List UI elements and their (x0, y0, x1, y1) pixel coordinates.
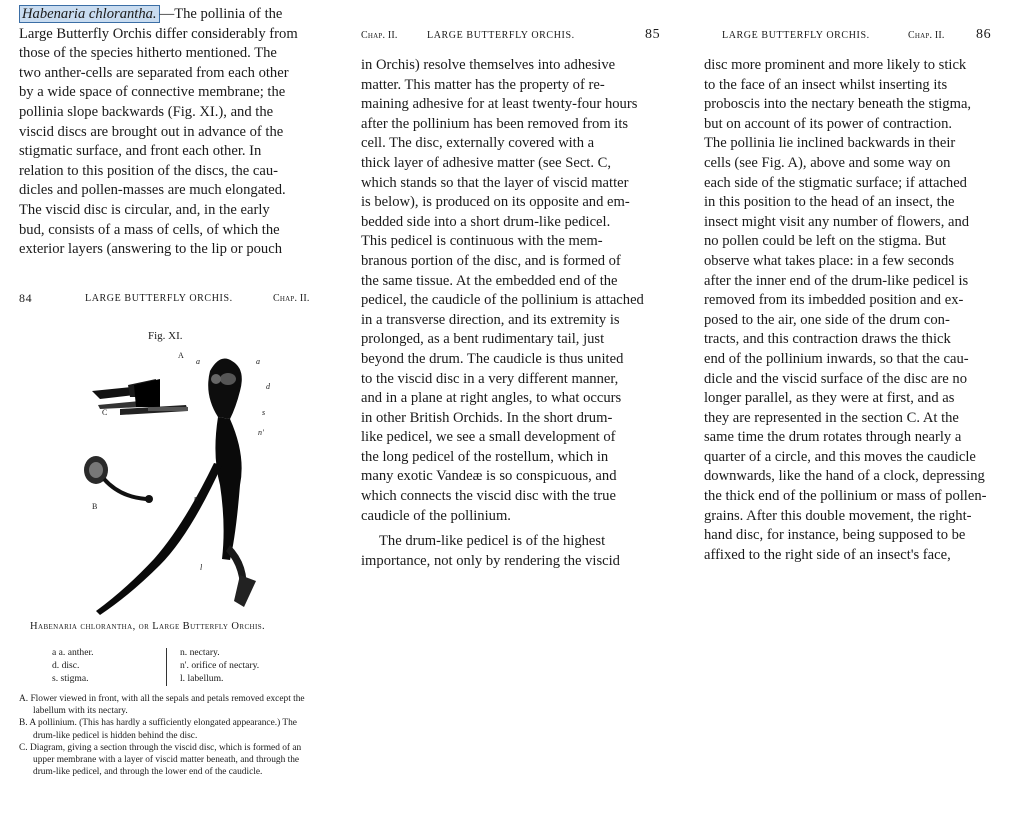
paragraph-line: after the inner end of the drum-like pedicel is (704, 272, 969, 289)
label-s: s (262, 408, 266, 417)
paragraph-line: is below), is produced on its opposite and em- (361, 194, 630, 211)
paragraph-line: disc more prominent and more likely to stick (704, 57, 967, 73)
legend-right (180, 647, 259, 685)
running-title: LARGE BUTTERFLY ORCHIS. (722, 30, 870, 41)
paragraph-line: end of the pollinium inwards, so that the cau- (704, 350, 969, 367)
paragraph-line: in this position to the head of an insect, the (704, 194, 955, 211)
paragraph-line: hand disc, for instance, being supposed to be (704, 527, 966, 544)
page86-body (704, 56, 1002, 565)
paragraph-line: proboscis into the nectary beneath the stigma, (704, 96, 972, 113)
note-b: B. A pollinium. (This has hardly a sufficiently elongated appearance.) The drum-like pedicel is hidden behind the disc. (19, 718, 297, 741)
legend-item: a a. anther. (52, 647, 94, 658)
paragraph-line: removed from its imbedded position and ex- (704, 292, 964, 309)
paragraph-line: quarter of a circle, and this moves the caudicle (704, 448, 976, 465)
paragraph-line: same time the drum rotates through nearly a (704, 429, 962, 446)
note-c: C. Diagram, giving a section through the viscid disc, which is formed of an upper membrane with a layer of viscid matter beneath, and through the drum-like pedicel, and through the lower end of the caudicle. (19, 742, 302, 778)
label-d: d (266, 382, 270, 391)
paragraph-line: tracts, and this contraction draws the thick (704, 331, 951, 348)
paragraph-line: Large Butterfly Orchis differ considerably from (19, 25, 298, 42)
paragraph-line: longer parallel, as they were at first, and as (704, 390, 955, 407)
page86-running-head (704, 27, 1002, 46)
label-A: A (178, 351, 184, 360)
legend-item: n. nectary. (180, 647, 220, 658)
paragraph-line: cell. The disc, externally covered with a (361, 135, 595, 152)
paragraph-line: which stands so that the layer of viscid matter (361, 174, 629, 191)
paragraph-line: importance, not only by rendering the viscid (361, 552, 620, 569)
page85-running-head (361, 27, 661, 46)
paragraph-line: stigmatic surface, and front each other. In (19, 143, 262, 160)
label-C: C (102, 408, 108, 417)
paragraph-line: dicle and the viscid surface of the disc are no (704, 370, 967, 387)
paragraph-line: bud, consists of a mass of cells, of which the (19, 221, 280, 238)
paragraph-line: to the face of an insect whilst inserting its (704, 76, 948, 93)
label-B: B (92, 502, 98, 511)
paragraph-line: grains. After this double movement, the right- (704, 507, 972, 524)
label-n-prime: n' (258, 428, 264, 437)
page85-body (361, 56, 659, 571)
paragraph-line: in a transverse direction, and its extremity is (361, 311, 620, 328)
paragraph-line: thick layer of adhesive matter (see Sect. C, (361, 154, 612, 171)
paragraph-line: which connects the viscid disc with the true (361, 488, 616, 505)
chapter-label: Chap. II. (908, 30, 945, 41)
legend-item: d. disc. (52, 659, 80, 671)
label-n: n (194, 494, 198, 503)
label-l: l (200, 563, 203, 572)
paragraph-line: The viscid disc is circular, and, in the early (19, 201, 270, 218)
paragraph-line: posed to the air, one side of the drum con- (704, 311, 950, 328)
flower-a (96, 359, 256, 615)
label-a2: a (256, 357, 260, 366)
paragraph-line: like pedicel, we see a small development of (361, 429, 616, 446)
paragraph-line: prolonged, as a bent rudimentary tail, just (361, 331, 605, 348)
paragraph-line: the long pedicel of the rostellum, which in (361, 448, 609, 465)
paragraph-line: pedicel, the caudicle of the pollinium is attached (361, 292, 644, 309)
paragraph-line: The pollinia lie inclined backwards in their (704, 135, 956, 152)
paragraph-line: affixed to the right side of an insect's face, (704, 546, 951, 563)
paragraph-line: and in a plane at right angles, to what occurs (361, 390, 622, 407)
paragraph-line: exterior layers (answering to the lip or pouch (19, 241, 283, 258)
paragraph-line: after the pollinium has been removed from its (361, 115, 629, 132)
paragraph-line: no pollen could be left on the stigma. But (704, 233, 946, 250)
paragraph-line: in other British Orchids. In the short drum- (361, 409, 613, 426)
paragraph-line: The drum-like pedicel is of the highest (379, 533, 606, 550)
note-a: A. Flower viewed in front, with all the sepals and petals removed except the labellum with its nectary. (19, 694, 305, 717)
paragraph-line: by a wide space of connective membrane; the (19, 84, 286, 101)
paragraph-line: the thick end of the pollinium or mass of pollen- (704, 488, 987, 505)
paragraph-line: dicles and pollen-masses are much elongated. (19, 182, 286, 199)
chapter-label: Chap. II. (361, 30, 398, 41)
highlighted-term[interactable]: Habenaria chlorantha. (19, 5, 160, 23)
legend-item: n'. orifice of nectary. (180, 659, 260, 671)
left-top-paragraph (19, 5, 319, 260)
chapter-label: Chap. II. (273, 293, 310, 304)
paragraph-line: they are represented in the section C. At the (704, 409, 959, 426)
paragraph-line: observe what takes place: in a few seconds (704, 252, 955, 269)
figure-title: Fig. XI. (148, 330, 183, 342)
paragraph-line: bedded side into a short drum-like pedicel. (361, 213, 611, 230)
paragraph-line: viscid discs are brought out in advance of the (19, 123, 284, 140)
paragraph-line-1: Habenaria chlorantha. —The pollinia of the (19, 5, 319, 25)
paragraph-line: but on account of its power of contraction. (704, 115, 953, 132)
legend-item: s. stigma. (52, 672, 89, 684)
page-number: 85 (645, 27, 661, 42)
running-title: LARGE BUTTERFLY ORCHIS. (427, 30, 575, 41)
label-a1: a (196, 357, 200, 366)
paragraph-line: those of the species hitherto mentioned. The (19, 45, 277, 62)
pollinium-b (84, 456, 153, 503)
paragraph-line: the same tissue. At the embedded end of the (361, 272, 618, 289)
figure-caption: Habenaria chlorantha, or Large Butterfly Orchis. (30, 621, 266, 632)
paragraph-line: relation to this position of the discs, the cau- (19, 162, 278, 179)
paragraph-line: beyond the drum. The caudicle is thus united (361, 350, 624, 367)
page-number: 86 (976, 27, 992, 42)
legend-divider (166, 648, 167, 686)
paragraph-line: many exotic Vandeæ is so conspicuous, and (361, 468, 617, 485)
page-number: 84 (19, 291, 33, 305)
paragraph-line: downwards, like the hand of a clock, depressing (704, 468, 985, 485)
paragraph-line: to the viscid disc in a very different manner, (361, 370, 619, 387)
legend-item: l. labellum. (180, 672, 224, 684)
paragraph-line: insect might visit any number of flowers, and (704, 213, 970, 230)
page84-running-head (19, 293, 319, 309)
paragraph-line: matter. This matter has the property of re- (361, 76, 605, 93)
paragraph-line: each side of the stigmatic surface; if attached (704, 174, 967, 191)
paragraph-line: caudicle of the pollinium. (361, 507, 511, 524)
paragraph-line: maining adhesive for at least twenty-four hours (361, 96, 638, 113)
paragraph-line: pollinia slope backwards (Fig. XI.), and the (19, 103, 274, 120)
running-title: LARGE BUTTERFLY ORCHIS. (85, 293, 233, 304)
figure-notes (19, 693, 319, 778)
paragraph-line: in Orchis) resolve themselves into adhesive (361, 57, 616, 73)
paragraph-line: cells (see Fig. A), above and some way on (704, 154, 951, 171)
paragraph-line: two anther-cells are separated from each other (19, 64, 289, 81)
legend-left (52, 647, 94, 685)
paragraph-line: branous portion of the disc, and is formed of (361, 252, 621, 269)
paragraph-line: This pedicel is continuous with the mem- (361, 233, 603, 250)
